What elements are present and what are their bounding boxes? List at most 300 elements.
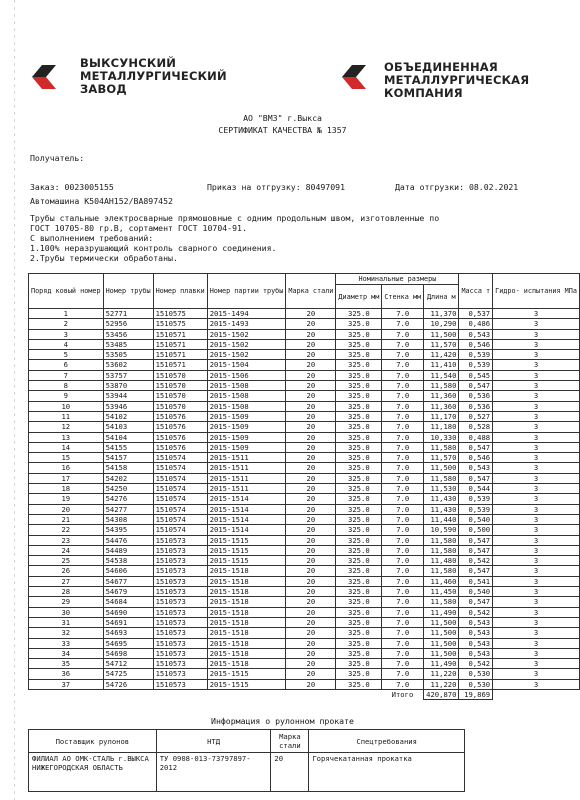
row-wall: 7.0 — [382, 350, 424, 360]
row-diameter: 325.0 — [336, 638, 382, 648]
row-heat-no: 1510573 — [153, 617, 207, 627]
row-heat-no: 1510573 — [153, 679, 207, 689]
row-mass: 0,486 — [459, 319, 493, 329]
row-steel: 20 — [286, 648, 336, 658]
row-pipe-no: 54690 — [103, 607, 153, 617]
table-row — [29, 566, 580, 576]
row-order-no: 31 — [29, 617, 104, 627]
row-lot-no: 2015-1518 — [207, 576, 286, 586]
row-hydro: 3 — [493, 309, 580, 319]
row-diameter: 325.0 — [336, 576, 382, 586]
row-order-no: 9 — [29, 391, 104, 401]
row-pipe-no: 53505 — [103, 350, 153, 360]
row-order-no: 29 — [29, 597, 104, 607]
row-mass: 0,544 — [459, 484, 493, 494]
row-diameter: 325.0 — [336, 679, 382, 689]
coil-header-ntd: НТД — [156, 730, 271, 753]
row-pipe-no: 54102 — [103, 411, 153, 421]
row-lot-no: 2015-1518 — [207, 648, 286, 658]
row-mass: 0,539 — [459, 360, 493, 370]
row-steel: 20 — [286, 597, 336, 607]
row-diameter: 325.0 — [336, 329, 382, 339]
row-lot-no: 2015-1504 — [207, 360, 286, 370]
row-wall: 7.0 — [382, 628, 424, 638]
row-heat-no: 1510574 — [153, 453, 207, 463]
row-length: 11,430 — [424, 504, 459, 514]
coil-info-table — [28, 729, 465, 792]
row-order-no: 18 — [29, 484, 104, 494]
header-mass: Масса т — [459, 274, 493, 309]
row-wall: 7.0 — [382, 411, 424, 421]
row-diameter: 325.0 — [336, 432, 382, 442]
table-row — [29, 576, 580, 586]
row-steel: 20 — [286, 659, 336, 669]
row-mass: 0,542 — [459, 556, 493, 566]
row-mass: 0,547 — [459, 566, 493, 576]
row-wall: 7.0 — [382, 319, 424, 329]
row-pipe-no: 54157 — [103, 453, 153, 463]
table-row — [29, 411, 580, 421]
row-wall: 7.0 — [382, 545, 424, 555]
row-mass: 0,545 — [459, 370, 493, 380]
row-diameter: 325.0 — [336, 514, 382, 524]
row-hydro: 3 — [493, 669, 580, 679]
row-hydro: 3 — [493, 535, 580, 545]
table-row — [29, 484, 580, 494]
row-pipe-no: 54712 — [103, 659, 153, 669]
row-hydro: 3 — [493, 514, 580, 524]
table-row — [29, 525, 580, 535]
row-pipe-no: 54308 — [103, 514, 153, 524]
coil-ntd: ТУ 0908-013-73797897-2012 — [156, 753, 271, 792]
row-diameter: 325.0 — [336, 494, 382, 504]
row-lot-no: 2015-1502 — [207, 329, 286, 339]
table-row — [29, 638, 580, 648]
row-wall: 7.0 — [382, 607, 424, 617]
table-row — [29, 319, 580, 329]
row-heat-no: 1510575 — [153, 319, 207, 329]
row-heat-no: 1510571 — [153, 360, 207, 370]
table-row — [29, 401, 580, 411]
coil-supplier: ФИЛИАЛ АО ОМК-СТАЛЬ г.ВЫКСА НИЖЕГОРОДСКАЯ ОБЛАСТЬ — [29, 753, 157, 792]
row-steel: 20 — [286, 617, 336, 627]
company-line: АО "ВМЗ" г.Выкса — [243, 113, 322, 123]
row-wall: 7.0 — [382, 391, 424, 401]
vehicle-number: Автомашина К504АН152/ВА897452 — [30, 196, 173, 206]
row-length: 11,580 — [424, 597, 459, 607]
row-mass: 0,547 — [459, 597, 493, 607]
row-lot-no: 2015-1518 — [207, 659, 286, 669]
row-lot-no: 2015-1518 — [207, 628, 286, 638]
row-hydro: 3 — [493, 597, 580, 607]
row-order-no: 23 — [29, 535, 104, 545]
row-wall: 7.0 — [382, 648, 424, 658]
row-hydro: 3 — [493, 556, 580, 566]
table-row — [29, 648, 580, 658]
row-diameter: 325.0 — [336, 339, 382, 349]
row-hydro: 3 — [493, 442, 580, 452]
row-mass: 0,530 — [459, 679, 493, 689]
total-empty-cell — [207, 689, 286, 699]
row-wall: 7.0 — [382, 473, 424, 483]
row-wall: 7.0 — [382, 659, 424, 669]
row-heat-no: 1510573 — [153, 628, 207, 638]
row-hydro: 3 — [493, 473, 580, 483]
row-length: 11,500 — [424, 628, 459, 638]
row-mass: 0,543 — [459, 638, 493, 648]
row-length: 11,440 — [424, 514, 459, 524]
row-mass: 0,539 — [459, 494, 493, 504]
row-mass: 0,543 — [459, 463, 493, 473]
shipping-date: Дата отгрузки: 08.02.2021 — [395, 182, 519, 192]
coil-info-title: Информация о рулонном прокате — [211, 716, 354, 726]
header-wall: Стенка мм — [382, 285, 424, 309]
row-pipe-no: 54103 — [103, 422, 153, 432]
row-order-no: 19 — [29, 494, 104, 504]
row-steel: 20 — [286, 638, 336, 648]
description-line-5: 2.Трубы термически обработаны. — [30, 253, 178, 263]
row-mass: 0,527 — [459, 411, 493, 421]
row-hydro: 3 — [493, 638, 580, 648]
row-diameter: 325.0 — [336, 587, 382, 597]
row-order-no: 32 — [29, 628, 104, 638]
row-order-no: 4 — [29, 339, 104, 349]
row-length: 11,410 — [424, 360, 459, 370]
omk-logo-line-1: ОБЪЕДИНЕННАЯ — [384, 60, 498, 74]
row-length: 11,490 — [424, 659, 459, 669]
row-diameter: 325.0 — [336, 411, 382, 421]
row-order-no: 28 — [29, 587, 104, 597]
row-mass: 0,539 — [459, 350, 493, 360]
row-length: 11,170 — [424, 411, 459, 421]
table-row — [29, 432, 580, 442]
row-steel: 20 — [286, 576, 336, 586]
row-wall: 7.0 — [382, 597, 424, 607]
row-hydro: 3 — [493, 391, 580, 401]
row-pipe-no: 54250 — [103, 484, 153, 494]
row-heat-no: 1510570 — [153, 370, 207, 380]
row-pipe-no: 54395 — [103, 525, 153, 535]
table-row — [29, 473, 580, 483]
row-hydro: 3 — [493, 463, 580, 473]
omk-logo-mark — [340, 63, 368, 91]
row-length: 11,220 — [424, 679, 459, 689]
row-heat-no: 1510570 — [153, 401, 207, 411]
row-steel: 20 — [286, 504, 336, 514]
row-hydro: 3 — [493, 648, 580, 658]
row-lot-no: 2015-1509 — [207, 411, 286, 421]
row-diameter: 325.0 — [336, 659, 382, 669]
row-hydro: 3 — [493, 566, 580, 576]
row-wall: 7.0 — [382, 638, 424, 648]
row-pipe-no: 54691 — [103, 617, 153, 627]
vmz-logo-mark — [30, 63, 58, 91]
row-length: 11,430 — [424, 494, 459, 504]
row-diameter: 325.0 — [336, 597, 382, 607]
description-line-4: 1.100% неразрушающий контроль сварного соединения. — [30, 243, 277, 253]
row-steel: 20 — [286, 607, 336, 617]
row-heat-no: 1510574 — [153, 514, 207, 524]
row-pipe-no: 52771 — [103, 309, 153, 319]
pipes-table — [28, 273, 580, 700]
shipping-order: Приказ на отгрузку: 80497091 — [207, 182, 346, 192]
row-mass: 0,543 — [459, 648, 493, 658]
table-row — [29, 504, 580, 514]
row-steel: 20 — [286, 360, 336, 370]
row-order-no: 6 — [29, 360, 104, 370]
row-lot-no: 2015-1511 — [207, 473, 286, 483]
row-lot-no: 2015-1508 — [207, 391, 286, 401]
row-heat-no: 1510573 — [153, 648, 207, 658]
row-wall: 7.0 — [382, 535, 424, 545]
row-lot-no: 2015-1502 — [207, 339, 286, 349]
row-pipe-no: 54489 — [103, 545, 153, 555]
vmz-logo-line-3: ЗАВОД — [80, 82, 127, 96]
row-pipe-no: 54606 — [103, 566, 153, 576]
row-order-no: 17 — [29, 473, 104, 483]
header-pipe-no: Номер трубы — [103, 274, 153, 309]
row-steel: 20 — [286, 556, 336, 566]
row-diameter: 325.0 — [336, 401, 382, 411]
total-empty-cell — [103, 689, 153, 699]
row-heat-no: 1510570 — [153, 381, 207, 391]
header-length: Длина м — [424, 285, 459, 309]
row-pipe-no: 54695 — [103, 638, 153, 648]
row-wall: 7.0 — [382, 494, 424, 504]
row-hydro: 3 — [493, 607, 580, 617]
table-row — [29, 545, 580, 555]
row-heat-no: 1510574 — [153, 494, 207, 504]
row-heat-no: 1510576 — [153, 422, 207, 432]
total-empty-cell — [286, 689, 336, 699]
header-lot-no: Номер партии трубы — [207, 274, 286, 309]
row-wall: 7.0 — [382, 432, 424, 442]
row-pipe-no: 53944 — [103, 391, 153, 401]
row-length: 11,500 — [424, 329, 459, 339]
row-pipe-no: 54277 — [103, 504, 153, 514]
row-wall: 7.0 — [382, 401, 424, 411]
row-wall: 7.0 — [382, 556, 424, 566]
row-pipe-no: 54538 — [103, 556, 153, 566]
row-heat-no: 1510576 — [153, 411, 207, 421]
row-length: 11,450 — [424, 587, 459, 597]
row-heat-no: 1510574 — [153, 463, 207, 473]
row-diameter: 325.0 — [336, 525, 382, 535]
row-lot-no: 2015-1493 — [207, 319, 286, 329]
description-line-1: Трубы стальные электросварные прямошовные с одним продольным швом, изготовленные по — [30, 213, 440, 223]
row-wall: 7.0 — [382, 514, 424, 524]
row-hydro: 3 — [493, 432, 580, 442]
row-hydro: 3 — [493, 350, 580, 360]
row-pipe-no: 54684 — [103, 597, 153, 607]
row-heat-no: 1510576 — [153, 432, 207, 442]
row-steel: 20 — [286, 411, 336, 421]
row-steel: 20 — [286, 370, 336, 380]
order-number: Заказ: 0023005155 — [30, 182, 114, 192]
row-order-no: 7 — [29, 370, 104, 380]
row-diameter: 325.0 — [336, 617, 382, 627]
row-pipe-no: 53946 — [103, 401, 153, 411]
row-mass: 0,536 — [459, 391, 493, 401]
row-lot-no: 2015-1494 — [207, 309, 286, 319]
row-heat-no: 1510573 — [153, 556, 207, 566]
row-steel: 20 — [286, 381, 336, 391]
row-hydro: 3 — [493, 401, 580, 411]
row-hydro: 3 — [493, 525, 580, 535]
row-length: 11,570 — [424, 453, 459, 463]
omk-logo-line-3: КОМПАНИЯ — [384, 86, 463, 100]
row-pipe-no: 54698 — [103, 648, 153, 658]
row-wall: 7.0 — [382, 484, 424, 494]
row-lot-no: 2015-1518 — [207, 617, 286, 627]
row-length: 11,580 — [424, 442, 459, 452]
table-row — [29, 556, 580, 566]
row-order-no: 26 — [29, 566, 104, 576]
row-lot-no: 2015-1514 — [207, 525, 286, 535]
table-row — [29, 597, 580, 607]
table-row — [29, 659, 580, 669]
row-wall: 7.0 — [382, 504, 424, 514]
row-diameter: 325.0 — [336, 535, 382, 545]
row-length: 11,580 — [424, 381, 459, 391]
row-order-no: 16 — [29, 463, 104, 473]
row-length: 11,500 — [424, 648, 459, 658]
row-heat-no: 1510574 — [153, 484, 207, 494]
row-diameter: 325.0 — [336, 442, 382, 452]
total-empty-cell — [493, 689, 580, 699]
row-hydro: 3 — [493, 659, 580, 669]
header-diameter: Диаметр мм — [336, 285, 382, 309]
table-row — [29, 339, 580, 349]
row-diameter: 325.0 — [336, 473, 382, 483]
row-pipe-no: 54202 — [103, 473, 153, 483]
row-steel: 20 — [286, 587, 336, 597]
row-length: 10,590 — [424, 525, 459, 535]
row-length: 10,290 — [424, 319, 459, 329]
row-steel: 20 — [286, 525, 336, 535]
row-steel: 20 — [286, 350, 336, 360]
row-mass: 0,547 — [459, 473, 493, 483]
row-lot-no: 2015-1515 — [207, 679, 286, 689]
row-diameter: 325.0 — [336, 350, 382, 360]
omk-logo — [340, 55, 540, 105]
row-lot-no: 2015-1518 — [207, 597, 286, 607]
table-row — [29, 669, 580, 679]
row-steel: 20 — [286, 669, 336, 679]
row-mass: 0,547 — [459, 535, 493, 545]
row-length: 11,220 — [424, 669, 459, 679]
row-hydro: 3 — [493, 576, 580, 586]
row-heat-no: 1510574 — [153, 525, 207, 535]
row-mass: 0,547 — [459, 442, 493, 452]
row-heat-no: 1510573 — [153, 566, 207, 576]
row-lot-no: 2015-1514 — [207, 494, 286, 504]
row-order-no: 25 — [29, 556, 104, 566]
row-mass: 0,530 — [459, 669, 493, 679]
header-order-no: Поряд ковый номер — [29, 274, 104, 309]
row-mass: 0,542 — [459, 607, 493, 617]
row-heat-no: 1510576 — [153, 442, 207, 452]
row-lot-no: 2015-1515 — [207, 545, 286, 555]
row-pipe-no: 54476 — [103, 535, 153, 545]
row-wall: 7.0 — [382, 679, 424, 689]
row-diameter: 325.0 — [336, 566, 382, 576]
row-wall: 7.0 — [382, 566, 424, 576]
row-pipe-no: 54725 — [103, 669, 153, 679]
table-row — [29, 350, 580, 360]
row-length: 11,580 — [424, 473, 459, 483]
header-hydro: Гидро- испытания МПа — [493, 274, 580, 309]
row-lot-no: 2015-1502 — [207, 350, 286, 360]
row-length: 11,370 — [424, 309, 459, 319]
row-order-no: 11 — [29, 411, 104, 421]
row-diameter: 325.0 — [336, 628, 382, 638]
row-heat-no: 1510575 — [153, 309, 207, 319]
row-order-no: 34 — [29, 648, 104, 658]
row-order-no: 36 — [29, 669, 104, 679]
row-order-no: 24 — [29, 545, 104, 555]
row-wall: 7.0 — [382, 381, 424, 391]
row-length: 11,360 — [424, 401, 459, 411]
total-label: Итого — [382, 689, 424, 699]
row-lot-no: 2015-1508 — [207, 401, 286, 411]
row-wall: 7.0 — [382, 576, 424, 586]
row-mass: 0,543 — [459, 617, 493, 627]
row-mass: 0,539 — [459, 504, 493, 514]
row-wall: 7.0 — [382, 525, 424, 535]
row-lot-no: 2015-1518 — [207, 638, 286, 648]
row-pipe-no: 53485 — [103, 339, 153, 349]
total-length: 420,870 — [424, 689, 459, 699]
row-diameter: 325.0 — [336, 370, 382, 380]
row-heat-no: 1510573 — [153, 587, 207, 597]
row-lot-no: 2015-1514 — [207, 504, 286, 514]
row-diameter: 325.0 — [336, 360, 382, 370]
vmz-logo — [30, 55, 227, 105]
row-lot-no: 2015-1509 — [207, 422, 286, 432]
row-length: 10,330 — [424, 432, 459, 442]
row-heat-no: 1510573 — [153, 535, 207, 545]
row-hydro: 3 — [493, 617, 580, 627]
row-pipe-no: 54158 — [103, 463, 153, 473]
row-steel: 20 — [286, 484, 336, 494]
row-pipe-no: 53757 — [103, 370, 153, 380]
row-length: 11,420 — [424, 350, 459, 360]
table-row — [29, 329, 580, 339]
table-row — [29, 617, 580, 627]
row-order-no: 14 — [29, 442, 104, 452]
row-wall: 7.0 — [382, 453, 424, 463]
row-diameter: 325.0 — [336, 504, 382, 514]
table-row — [29, 309, 580, 319]
row-lot-no: 2015-1518 — [207, 566, 286, 576]
row-length: 11,500 — [424, 463, 459, 473]
row-wall: 7.0 — [382, 339, 424, 349]
row-order-no: 15 — [29, 453, 104, 463]
row-hydro: 3 — [493, 545, 580, 555]
row-mass: 0,488 — [459, 432, 493, 442]
row-lot-no: 2015-1509 — [207, 432, 286, 442]
coil-header-supplier: Поставщик рулонов — [29, 730, 157, 753]
row-steel: 20 — [286, 391, 336, 401]
row-pipe-no: 54677 — [103, 576, 153, 586]
row-mass: 0,547 — [459, 545, 493, 555]
row-heat-no: 1510571 — [153, 329, 207, 339]
row-hydro: 3 — [493, 339, 580, 349]
row-hydro: 3 — [493, 370, 580, 380]
row-diameter: 325.0 — [336, 391, 382, 401]
row-steel: 20 — [286, 442, 336, 452]
